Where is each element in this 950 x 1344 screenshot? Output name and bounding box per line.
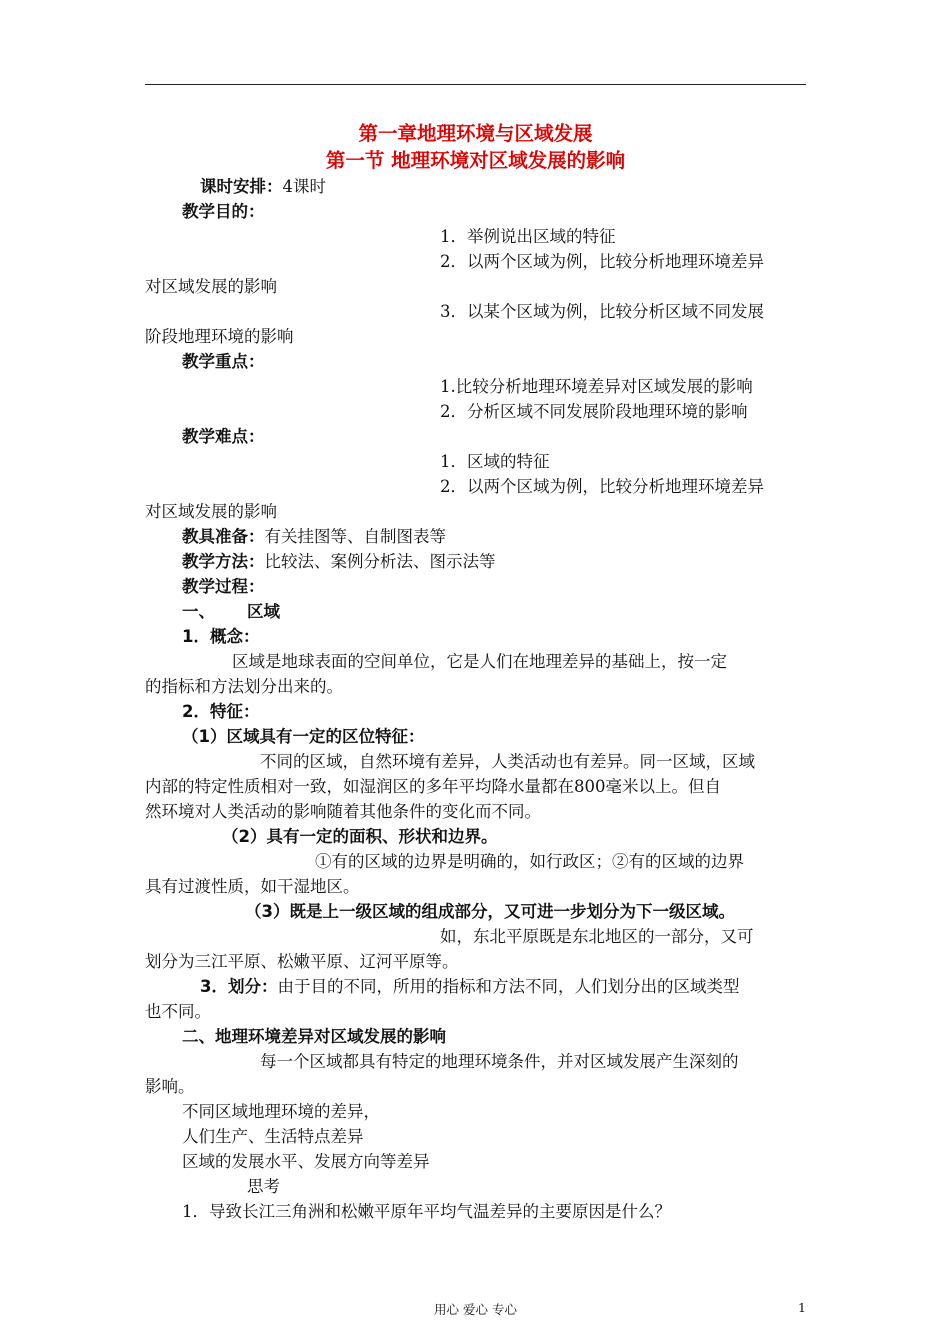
feature-1-line-1: 不同的区域，自然环境有差异，人类活动也有差异。同一区域，区域 xyxy=(260,752,755,771)
chain-item-1: 不同区域地理环境的差异， xyxy=(182,1102,380,1121)
chain-item-2: 人们生产、生活特点差异 xyxy=(182,1127,364,1146)
heading-1-text: 区域 xyxy=(247,602,280,621)
feature-2-line-1: ①有的区域的边界是明确的，如行政区；②有的区域的边界 xyxy=(315,852,744,871)
feature-2-line-2: 具有过渡性质，如干湿地区。 xyxy=(145,877,360,896)
difficulty-2b: 对区域发展的影响 xyxy=(145,502,277,521)
question-1: 1．导致长江三角洲和松嫩平原年平均气温差异的主要原因是什么？ xyxy=(182,1202,671,1221)
header-rule xyxy=(145,84,806,85)
feature-1-line-3: 然环境对人类活动的影响随着其他条件的变化而不同。 xyxy=(145,802,541,821)
heading-2-para-line-1: 每一个区域都具有特定的地理环境条件，并对区域发展产生深刻的 xyxy=(260,1052,739,1071)
objective-2b: 对区域发展的影响 xyxy=(145,277,277,296)
feature-3-title: （3）既是上一级区域的组成部分，又可进一步划分为下一级区域。 xyxy=(245,902,735,921)
schedule-line xyxy=(200,174,326,199)
focus-label: 教学重点： xyxy=(182,352,265,371)
process-label: 教学过程： xyxy=(182,577,265,596)
section-title: 第一节 地理环境对区域发展的影响 xyxy=(325,149,626,172)
methods-value: 比较法、案例分析法、图示法等 xyxy=(264,552,496,571)
tools-line xyxy=(182,524,446,549)
feature-1-title: （1）区域具有一定的区位特征： xyxy=(182,727,425,746)
feature-3-line-1: 如，东北平原既是东北地区的一部分，又可 xyxy=(440,927,754,946)
tools-value: 有关挂图等、自制图表等 xyxy=(264,527,446,546)
tools-label: 教具准备： xyxy=(182,527,265,546)
division-label: 3．划分： xyxy=(200,977,278,996)
schedule-value: 4课时 xyxy=(282,177,326,196)
concept-line-2: 的指标和方法划分出来的。 xyxy=(145,677,343,696)
think-label: 思考 xyxy=(247,1177,280,1196)
heading-2-para-line-2: 影响。 xyxy=(145,1077,195,1096)
methods-line xyxy=(182,549,496,574)
division-line-2: 也不同。 xyxy=(145,1002,211,1021)
division-text: 由于目的不同，所用的指标和方法不同，人们划分出的区域类型 xyxy=(277,977,740,996)
concept-label: 1．概念： xyxy=(182,627,260,646)
difficulty-2a: 2．以两个区域为例，比较分析地理环境差异 xyxy=(440,477,764,496)
feature-3-line-2: 划分为三江平原、松嫩平原、辽河平原等。 xyxy=(145,952,459,971)
chapter-title: 第一章地理环境与区域发展 xyxy=(358,122,593,145)
division-line-1 xyxy=(200,974,739,999)
methods-label: 教学方法： xyxy=(182,552,265,571)
objective-3a: 3．以某个区域为例，比较分析区域不同发展 xyxy=(440,302,764,321)
schedule-label: 课时安排： xyxy=(200,177,283,196)
focus-2: 2．分析区域不同发展阶段地理环境的影响 xyxy=(440,402,748,421)
objectives-label: 教学目的： xyxy=(182,202,265,221)
concept-line-1: 区域是地球表面的空间单位，它是人们在地理差异的基础上，按一定 xyxy=(232,652,727,671)
feature-label: 2．特征： xyxy=(182,702,260,721)
feature-1-line-2: 内部的特定性质相对一致，如湿润区的多年平均降水量都在800毫米以上。但自 xyxy=(145,777,721,796)
footer-motto: 用心 爱心 专心 xyxy=(434,1302,517,1317)
focus-1: 1.比较分析地理环境差异对区域发展的影响 xyxy=(440,377,753,396)
objective-2a: 2．以两个区域为例，比较分析地理环境差异 xyxy=(440,252,764,271)
heading-1-number: 一、 xyxy=(182,602,215,621)
heading-2: 二、地理环境差异对区域发展的影响 xyxy=(182,1027,446,1046)
feature-2-title: （2）具有一定的面积、形状和边界。 xyxy=(222,827,498,846)
difficulty-1: 1．区域的特征 xyxy=(440,452,550,471)
objective-3b: 阶段地理环境的影响 xyxy=(145,327,294,346)
difficulty-label: 教学难点： xyxy=(182,427,265,446)
chain-item-3: 区域的发展水平、发展方向等差异 xyxy=(182,1152,430,1171)
objective-1: 1．举例说出区域的特征 xyxy=(440,227,616,246)
page-number: 1 xyxy=(798,1300,806,1315)
